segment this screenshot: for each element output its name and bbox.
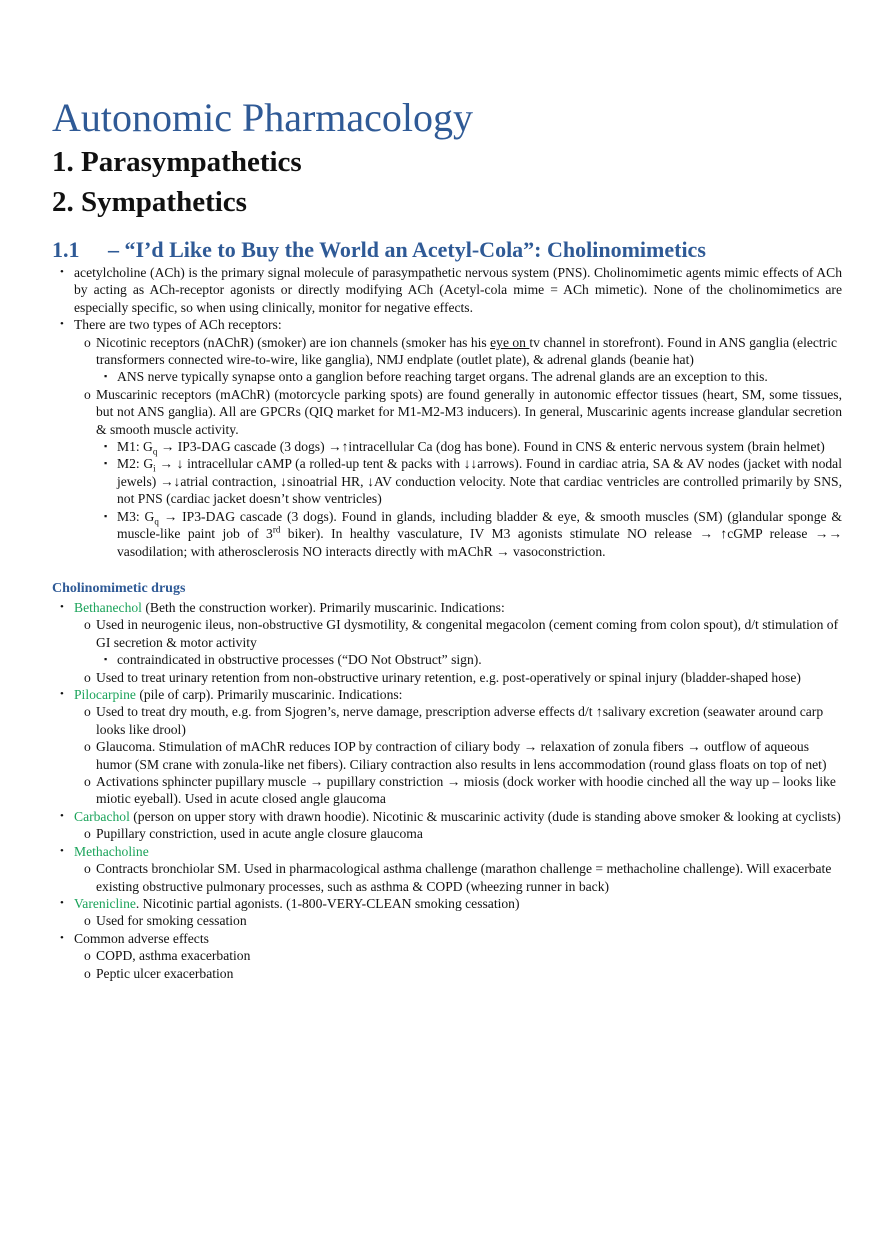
circle-marker: o [84,965,91,981]
list-item: o Nicotinic receptors (nAChR) (smoker) are ion channels (smoker has his eye on tv channel in storefront). Found in ANS ganglia (electric transformers connected wire-to-wire, like ganglia), NMJ endplate (outlet plate), & adrenal glands (beanie hat) [84,334,838,368]
list-item: o Activations sphincter pupillary muscle → pupillary constriction → miosis (dock worker with hoodie cinched all the way up – looks like miotic eyeball). Used in acute closed angle glaucoma [84,774,836,807]
square-marker: ▪ [104,441,108,452]
bullet-marker: • [60,318,64,331]
circle-marker: o [84,826,91,842]
bullet-marker: • [60,844,64,857]
circle-marker: o [84,774,91,790]
heading-parasympathetics: 1. Parasympathetics [52,146,302,178]
list-item: o Used to treat dry mouth, e.g. from Sjogren’s, nerve damage, prescription adverse effects d/t ↑salivary excretion (seawater around carp looks like drool) [84,704,824,737]
circle-marker: o [84,948,91,964]
square-marker: ▪ [104,371,108,382]
heading-sympathetics: 2. Sympathetics [52,186,247,218]
square-marker: ▪ [104,510,108,521]
circle-marker: o [84,913,91,929]
drug-name: Methacholine [74,843,149,859]
section-heading [52,235,706,265]
bullet-marker: • [60,601,64,613]
list-item: • Varenicline. Nicotinic partial agonists. (1-800-VERY-CLEAN smoking cessation) [60,895,520,911]
bullet-marker: • [60,688,64,701]
circle-marker: o [84,739,91,755]
circle-marker: o [84,617,91,633]
square-marker: ▪ [104,458,108,469]
bullet-marker: • [60,896,64,909]
drug-name: Bethanechol [74,600,142,615]
list-item: o Glaucoma. Stimulation of mAChR reduces IOP by contraction of ciliary body → relaxation of zonula fibers → outflow of aqueous humor (SM crane with zonula-like net fibers). Ciliary contraction also results in lens accommodation (round glass floats on top of net) [84,739,827,772]
circle-marker: o [84,861,91,877]
list-item: o Contracts bronchiolar SM. Used in pharmacological asthma challenge (marathon challenge = methacholine challenge). Will exacerbate existing obstructive pulmonary processes, such as asthma & COPD (wheezing runner in back) [84,861,832,894]
circle-marker: o [84,334,91,350]
list-item: o Muscarinic receptors (mAChR) (motorcycle parking spots) are found generally in autonomic effector tissues (heart, SM, some tissues, but not ANS ganglia). All are GPCRs (QIQ market for M1-M2-M3 inducers). In general, Muscarinic agents increase glandular secretion & smooth muscle activity. [84,386,842,437]
list-item: ▪ M1: $G_q \to IP3-DAG$ cascade (3 dogs) →↑intracellular Ca (dog has bone). Found in CNS & enteric nervous system (brain helmet) [104,439,825,457]
list-item: • acetylcholine (ACh) is the primary signal molecule of parasympathetic nervous system (PNS). Cholinomimetic agents mimic effects of ACh by acting as ACh-receptor agonists or directly modifying ACh (Acetyl-cola mime = ACh mimetic). None of the cholinomimetics are especially specific, so when using clinically, monitor for negative effects. [60,265,842,315]
list-item: • Common adverse effects [60,930,209,946]
list-item: o Used to treat urinary retention from non-obstructive urinary retention, e.g. post-operatively or spinal injury (bladder-shaped hose) [84,669,801,685]
page-title: Autonomic Pharmacology [52,95,474,140]
list-item: o Peptic ulcer exacerbation [84,965,234,981]
list-item: ▪ M2: $G_i$ → ↓ intracellular cAMP (a rolled-up tent & packs with ↓↓arrows). Found in cardiac atria, SA & AV nodes (jacket with nodal jewels) →↓atrial contraction, ↓sinoatrial HR, ↓AV conduction velocity. Note that cardiac ventricles are controlled primarily by SNS, not PNS (cardiac jacket doesn’t show ventricles) [104,456,842,507]
list-item: • There are two types of ACh receptors: [60,317,282,333]
list-item: o Pupillary constriction, used in acute angle closure glaucoma [84,826,423,842]
bullet-marker: • [60,266,64,278]
circle-marker: o [84,669,91,685]
square-marker: ▪ [104,654,108,665]
list-item: o Used for smoking cessation [84,913,247,929]
circle-marker: o [84,704,91,720]
drugs-list [52,599,842,982]
drug-name: Varenicline [74,895,136,911]
list-item: ▪ contraindicated in obstructive processes (“DO Not Obstruct” sign). [104,652,482,668]
bullet-marker: • [60,809,64,822]
circle-marker: o [84,386,91,402]
list-item: • Pilocarpine (pile of carp). Primarily muscarinic. Indications: [60,687,403,703]
drug-name: Carbachol [74,808,130,824]
drug-name: Pilocarpine [74,687,136,703]
list-item [52,843,842,860]
intro-list [52,264,842,560]
section-number: 1.1 [52,237,80,262]
list-item: ▪ ANS nerve typically synapse onto a ganglion before reaching target organs. The adrenal glands are an exception to this. [104,369,768,385]
list-item: ▪ M3: $G_q \to IP3-DAG$ cascade (3 dogs). Found in glands, including bladder & eye, & smooth muscles (SM) (glandular sponge & muscle-like paint job of 3rd biker). In healthy vasculature, IV M3 agonists stimulate NO release → ↑cGMP release →→ vasodilation; with atherosclerosis NO interacts directly with mAChR → vasoconstriction. [104,508,842,559]
list-item: o COPD, asthma exacerbation [84,948,251,964]
list-item: • Carbachol (person on upper story with drawn hoodie). Nicotinic & muscarinic activity (dude is standing above smoker & looking at cyclists) [60,808,841,824]
bullet-marker: • [60,931,64,944]
list-item: o Used in neurogenic ileus, non-obstructive GI dysmotility, & congenital megacolon (cement coming from colon spout), d/t stimulation of GI secretion & motor activity [84,617,839,650]
section-title: – “I’d Like to Buy the World an Acetyl-Cola”: Cholinomimetics [108,237,706,262]
drugs-heading: Cholinomimetic drugs [52,581,186,596]
list-item: • Bethanechol (Beth the construction worker). Primarily muscarinic. Indications: [60,600,505,615]
